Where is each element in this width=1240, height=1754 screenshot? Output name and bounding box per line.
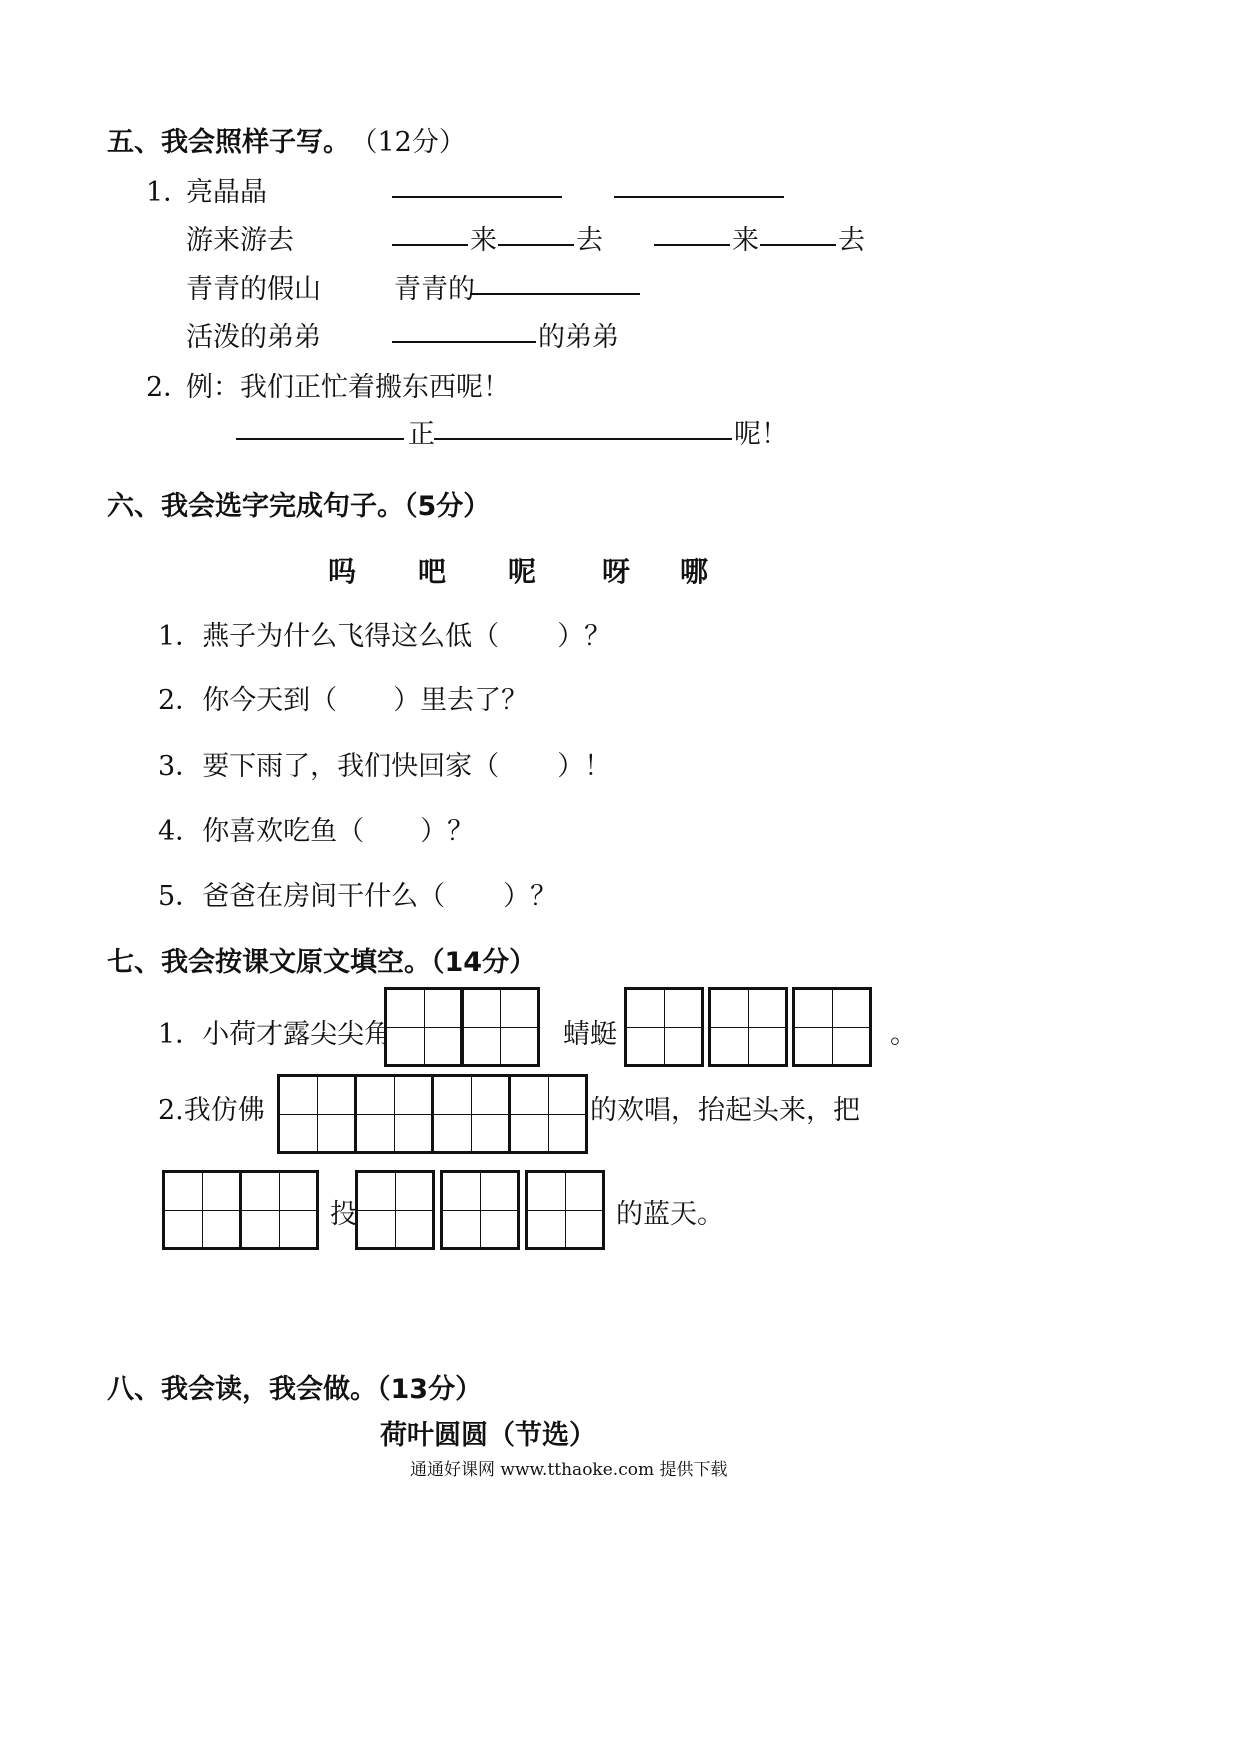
- section-5-score: （12分）: [364, 127, 466, 158]
- word-ne: 呢！: [734, 419, 788, 450]
- suffix-didi: 的弟弟: [538, 322, 619, 353]
- tian-grid-box[interactable]: [708, 987, 788, 1067]
- s7-line2-text: 2.我仿佛: [158, 1095, 265, 1126]
- section-5-title: 五、我会照样子写。: [107, 127, 350, 158]
- tian-grid-box[interactable]: [460, 987, 540, 1067]
- section-7-score: （14分）: [431, 947, 537, 978]
- answer-blank[interactable]: [760, 244, 836, 246]
- q1-number: 1．: [146, 177, 191, 208]
- s7-line3-end: 的蓝天。: [616, 1199, 724, 1230]
- tian-grid-box[interactable]: [355, 1170, 435, 1250]
- s6-item-2: 2．你今天到（ ）里去了？: [158, 685, 529, 716]
- tian-grid-box[interactable]: [431, 1074, 511, 1154]
- s6-item-1: 1．燕子为什么飞得这么低（ ）？: [158, 621, 612, 652]
- tian-grid-box[interactable]: [239, 1170, 319, 1250]
- passage-title: 荷叶圆圆（节选）: [380, 1420, 596, 1451]
- s7-line1-mid: 蜻蜓: [563, 1019, 617, 1050]
- s7-line3-mid: 投: [330, 1199, 357, 1230]
- tian-grid-box[interactable]: [384, 987, 464, 1067]
- word-lai: 来: [732, 225, 759, 256]
- section-8-heading: [107, 1367, 482, 1406]
- tian-grid-box[interactable]: [440, 1170, 520, 1250]
- word-zheng: 正: [408, 419, 435, 450]
- word-qu: 去: [576, 225, 603, 256]
- tian-grid-box[interactable]: [508, 1074, 588, 1154]
- section-8-title: 八、我会读，我会做。: [107, 1374, 377, 1405]
- s7-line2-end: 的欢唱，抬起头来，把: [590, 1095, 860, 1126]
- example-word-4: 活泼的弟弟: [186, 322, 321, 353]
- tian-grid-box[interactable]: [354, 1074, 434, 1154]
- tian-grid-box[interactable]: [624, 987, 704, 1067]
- example-word-3: 青青的假山: [186, 274, 321, 305]
- answer-blank[interactable]: [392, 341, 536, 343]
- example-word-1: 亮晶晶: [186, 177, 267, 208]
- s7-line1-end: 。: [890, 1019, 917, 1050]
- s6-item-3: 3．要下雨了，我们快回家（ ）！: [158, 751, 612, 782]
- q2-number: 2．: [146, 372, 191, 403]
- section-7-heading: [107, 940, 536, 979]
- prefix-qingqing: 青青的: [394, 274, 475, 305]
- footer-text: 通通好课网 www.tthaoke.com 提供下载: [410, 1460, 728, 1480]
- q2-example: 例：我们正忙着搬东西呢！: [186, 372, 510, 403]
- s6-item-4: 4．你喜欢吃鱼（ ）？: [158, 816, 475, 847]
- choice-char: 哪: [680, 555, 709, 588]
- section-6-score: （5分）: [404, 491, 491, 522]
- tian-grid-box[interactable]: [277, 1074, 357, 1154]
- answer-blank[interactable]: [470, 293, 640, 295]
- choice-char: 呀: [602, 555, 631, 588]
- answer-blank[interactable]: [654, 244, 730, 246]
- section-7-title: 七、我会按课文原文填空。: [107, 947, 431, 978]
- answer-blank[interactable]: [236, 438, 404, 440]
- answer-blank[interactable]: [498, 244, 574, 246]
- section-5-heading: [107, 120, 466, 159]
- example-word-2: 游来游去: [186, 225, 294, 256]
- tian-grid-box[interactable]: [162, 1170, 242, 1250]
- word-lai: 来: [470, 225, 497, 256]
- answer-blank[interactable]: [392, 244, 468, 246]
- section-8-score: （13分）: [377, 1374, 483, 1405]
- s6-item-5: 5．爸爸在房间干什么（ ）？: [158, 881, 558, 912]
- choice-char: 吗: [328, 555, 357, 588]
- answer-blank[interactable]: [614, 196, 784, 198]
- choice-char: 呢: [508, 555, 537, 588]
- answer-blank[interactable]: [434, 438, 732, 440]
- s7-line1-text: 1．小荷才露尖尖角: [158, 1019, 392, 1050]
- section-6-heading: [107, 484, 490, 523]
- tian-grid-box[interactable]: [792, 987, 872, 1067]
- tian-grid-box[interactable]: [525, 1170, 605, 1250]
- word-qu: 去: [838, 225, 865, 256]
- answer-blank[interactable]: [392, 196, 562, 198]
- section-6-title: 六、我会选字完成句子。: [107, 491, 404, 522]
- choice-char: 吧: [418, 555, 447, 588]
